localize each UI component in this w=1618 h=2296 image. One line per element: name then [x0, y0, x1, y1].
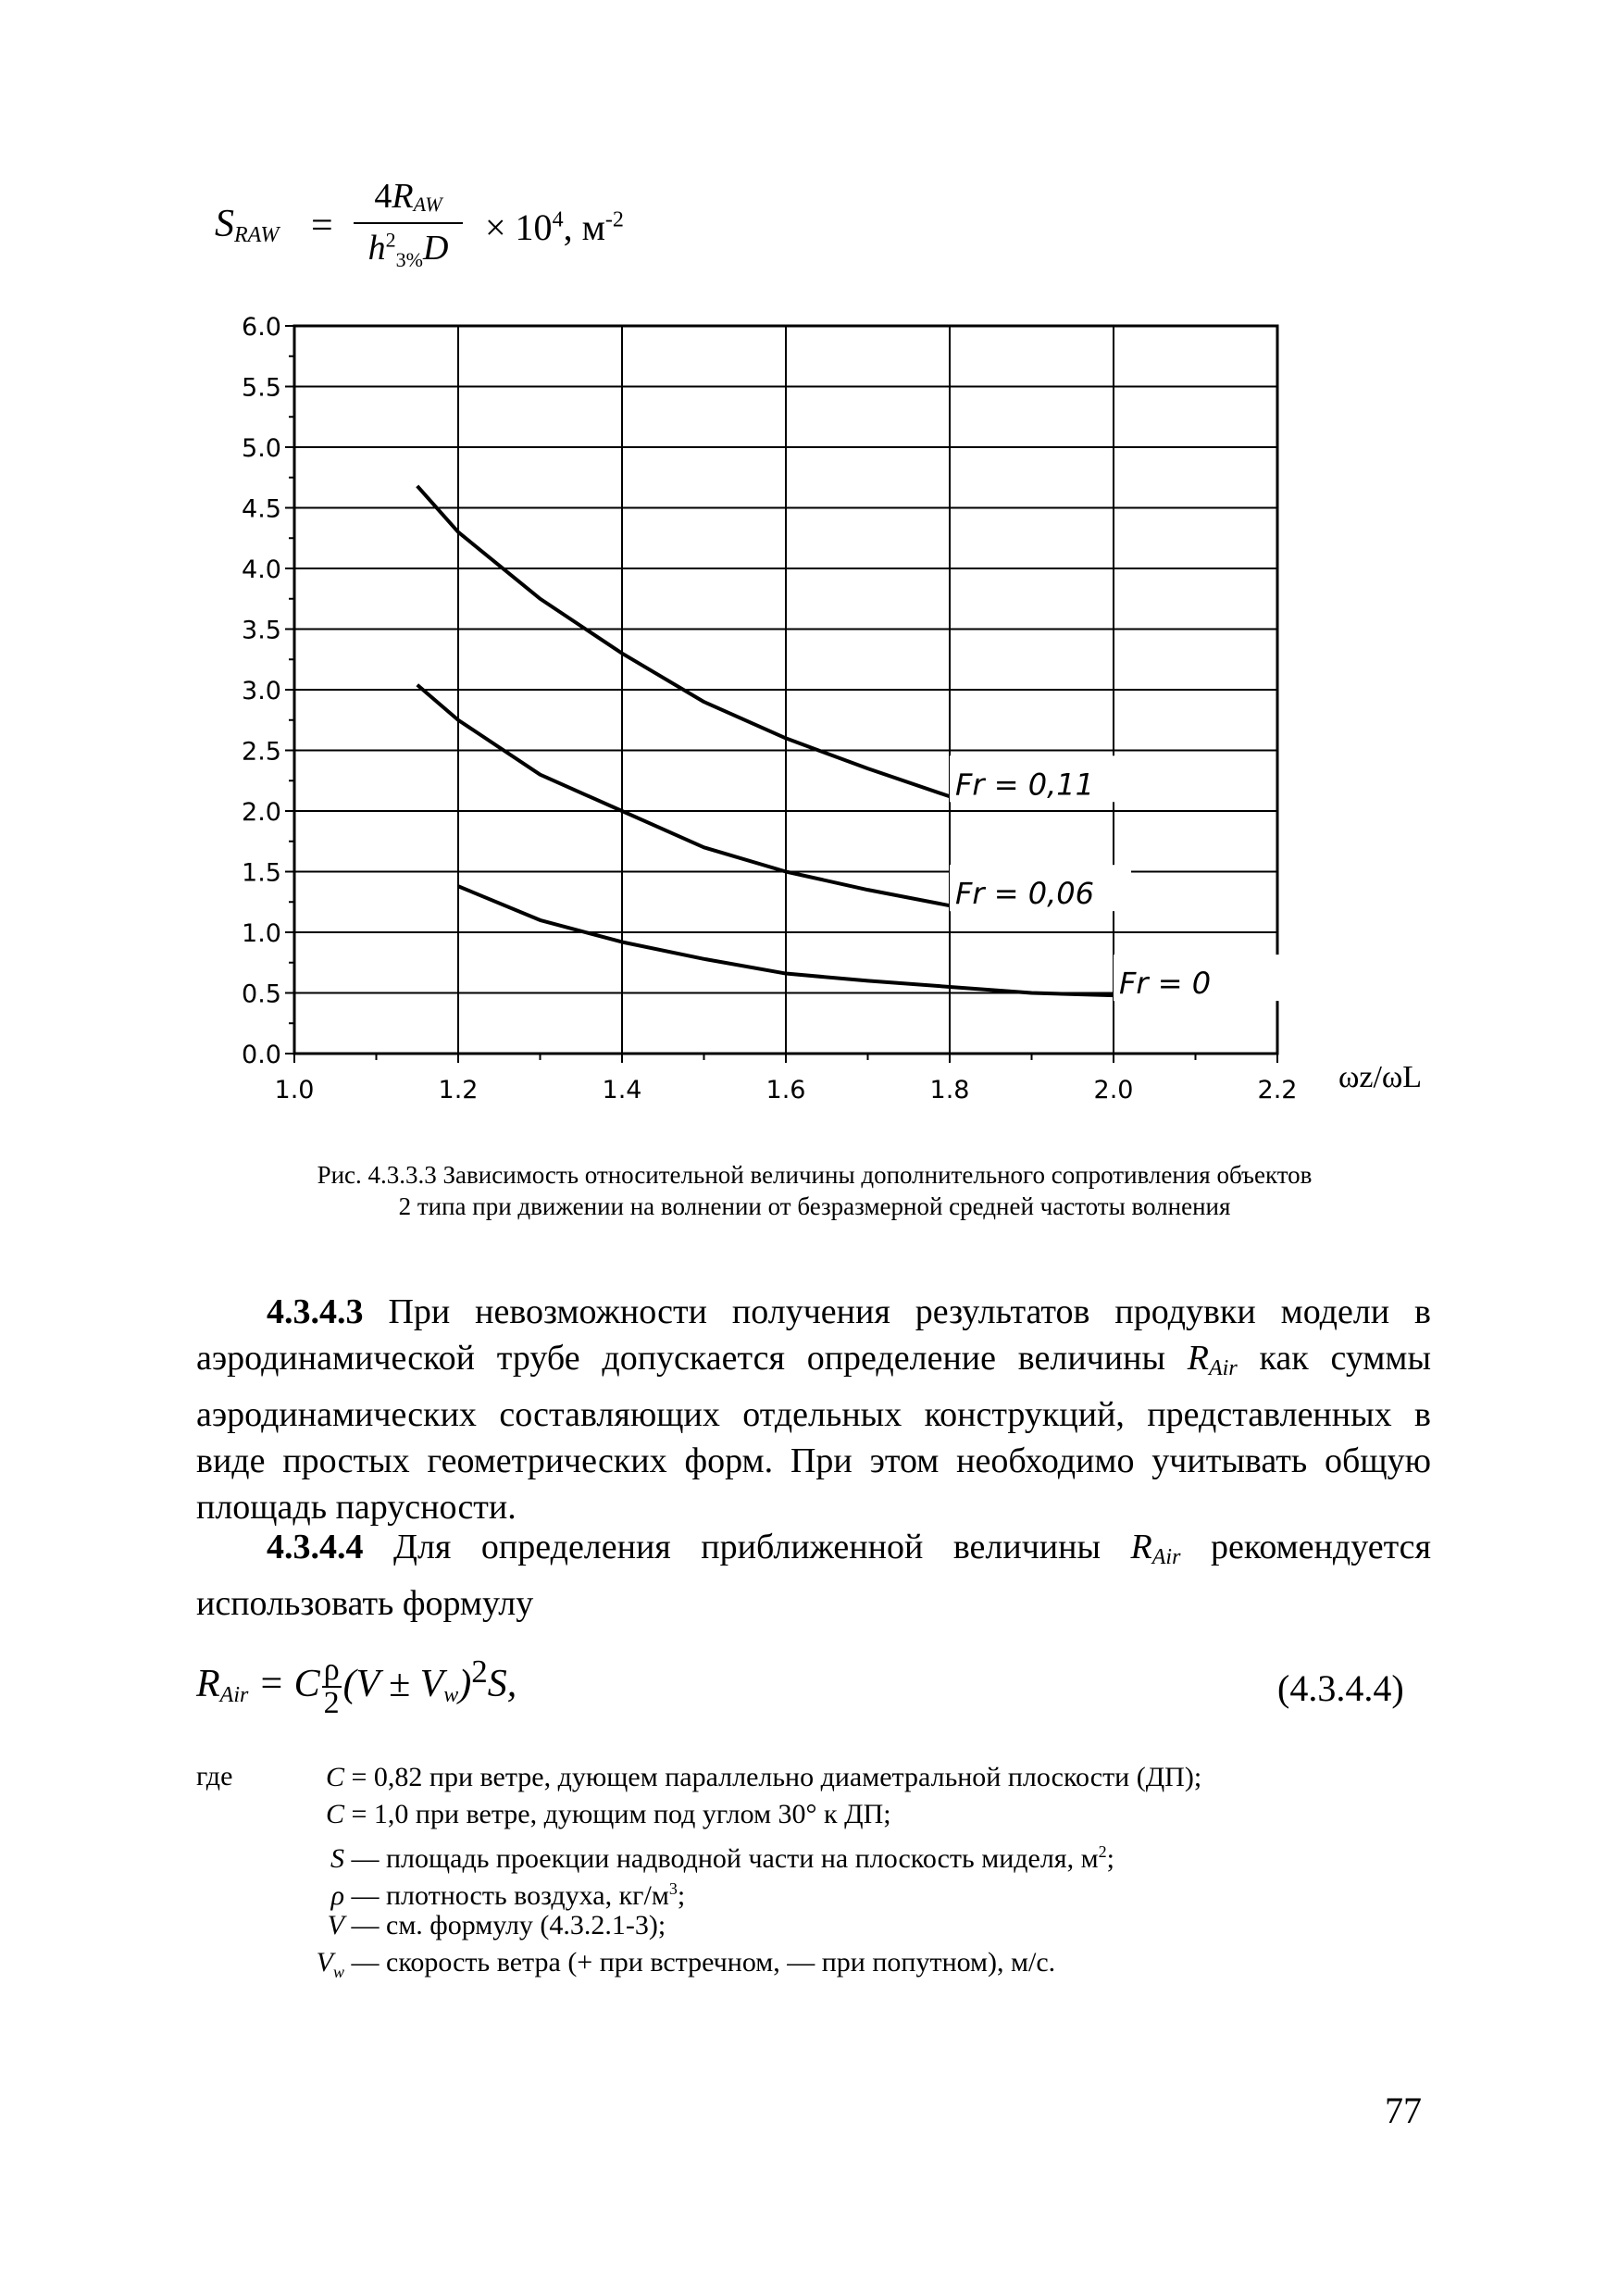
- y-tick-label: 4.5: [242, 494, 281, 524]
- definition-item: [278, 1944, 1055, 1990]
- y-tick-label: 6.0: [242, 313, 281, 342]
- chart-ticks: [285, 326, 1277, 1063]
- resistance-chart: [204, 306, 1444, 1120]
- y-tick-label: 1.5: [242, 858, 281, 888]
- definition-text: = 0,82 при ветре, дующем параллельно диаметральной плоскости (ДП);: [344, 1762, 1202, 1792]
- formula-fraction: $4R_{AW}$ $h^2_{3\%}D$: [354, 176, 463, 268]
- x-axis-label: ωz/ωL: [1338, 1060, 1423, 1094]
- definition-symbol: ρ: [330, 1880, 344, 1911]
- figure-caption: [194, 1159, 1435, 1222]
- series-label-2: Fr = 0: [1119, 966, 1212, 1002]
- definition-item: [278, 1759, 1201, 1796]
- y-tick-label: 4.0: [242, 555, 281, 584]
- y-tick-label: 0.0: [242, 1041, 281, 1069]
- x-tick-label: 2.2: [1257, 1076, 1298, 1104]
- definition-symbol: C: [325, 1762, 344, 1792]
- chart-grid: [294, 326, 1277, 1054]
- y-tick-label: 1.0: [242, 919, 281, 948]
- definition-symbol: $V_w$: [316, 1947, 344, 1981]
- chart-labels: [242, 313, 1422, 1104]
- formula-multiplier: × $10^4$, $м^{-2}$: [485, 206, 624, 248]
- x-tick-label: 1.4: [602, 1076, 642, 1104]
- y-tick-label: 3.5: [242, 616, 281, 645]
- chart-curves: [417, 486, 1114, 995]
- x-tick-label: 2.0: [1093, 1076, 1134, 1104]
- definition-text: — площадь проекции надводной части на плоскость миделя, м: [344, 1843, 1099, 1874]
- x-tick-label: 1.0: [274, 1076, 315, 1104]
- caption-line-2: 2 типа при движении на волнении от безразмерной средней частоты волнения: [398, 1192, 1231, 1220]
- y-tick-label: 2.5: [242, 737, 281, 767]
- definition-text: — см. формулу (4.3.2.1-3);: [344, 1910, 666, 1940]
- x-tick-label: 1.8: [929, 1076, 970, 1104]
- series-label-1: Fr = 0,06: [955, 876, 1094, 912]
- y-tick-label: 3.0: [242, 677, 281, 705]
- definition-symbol: S: [330, 1843, 344, 1874]
- formula-4-3-4-4: $R_{Air} = C$ $\frac{\rho}{2}$ $(V \pm V_w)^2S$,: [196, 1653, 517, 1721]
- page-number: 77: [1385, 2090, 1422, 2131]
- definition-item: [278, 1907, 666, 1944]
- paragraph-4-3-4-3: 4.3.4.3 При невозможности получения результатов продувки модели в аэродинамической трубе допускается определение величины $R_{Air}$ как суммы аэродинамических составляющих отдельных конструкций, представленных в виде простых геометрических форм. При этом необходимо учитывать общую площадь парусности.: [196, 1292, 1431, 1527]
- formula-equals: =: [311, 205, 333, 247]
- definition-symbol: V: [327, 1910, 344, 1940]
- formula-lhs: $S_{RAW}$: [215, 203, 280, 247]
- paragraph-4-3-4-4: 4.3.4.4 Для определения приближенной величины $R_{Air}$ рекомендуется использовать формулу: [196, 1528, 1431, 1623]
- where-label: где: [196, 1761, 233, 1791]
- x-tick-label: 1.2: [438, 1076, 479, 1104]
- x-tick-label: 1.6: [765, 1076, 806, 1104]
- definition-item: ρ — плотность воздуха, $кг/м^3$;: [278, 1870, 685, 1915]
- y-tick-label: 2.0: [242, 798, 281, 827]
- caption-line-1: Рис. 4.3.3.3 Зависимость относительной величины дополнительного сопротивления объектов: [317, 1161, 1313, 1189]
- definition-text: = 1,0 при ветре, дующим под углом 30° к ДП;: [344, 1799, 891, 1829]
- definition-symbol: C: [325, 1799, 344, 1829]
- y-tick-label: 0.5: [242, 980, 281, 1009]
- y-tick-label: 5.5: [242, 373, 281, 403]
- definition-text: — скорость ветра (+ при встречном, — при попутном), м/с.: [344, 1947, 1056, 1978]
- definition-item: S — площадь проекции надводной части на плоскость миделя, $м^2$;: [278, 1833, 1114, 1878]
- equation-number: (4.3.4.4): [1277, 1667, 1404, 1709]
- definition-text: — плотность воздуха, кг/м: [344, 1880, 669, 1911]
- series-label-0: Fr = 0,11: [955, 767, 1094, 803]
- y-tick-label: 5.0: [242, 434, 281, 463]
- definition-item: [278, 1796, 891, 1833]
